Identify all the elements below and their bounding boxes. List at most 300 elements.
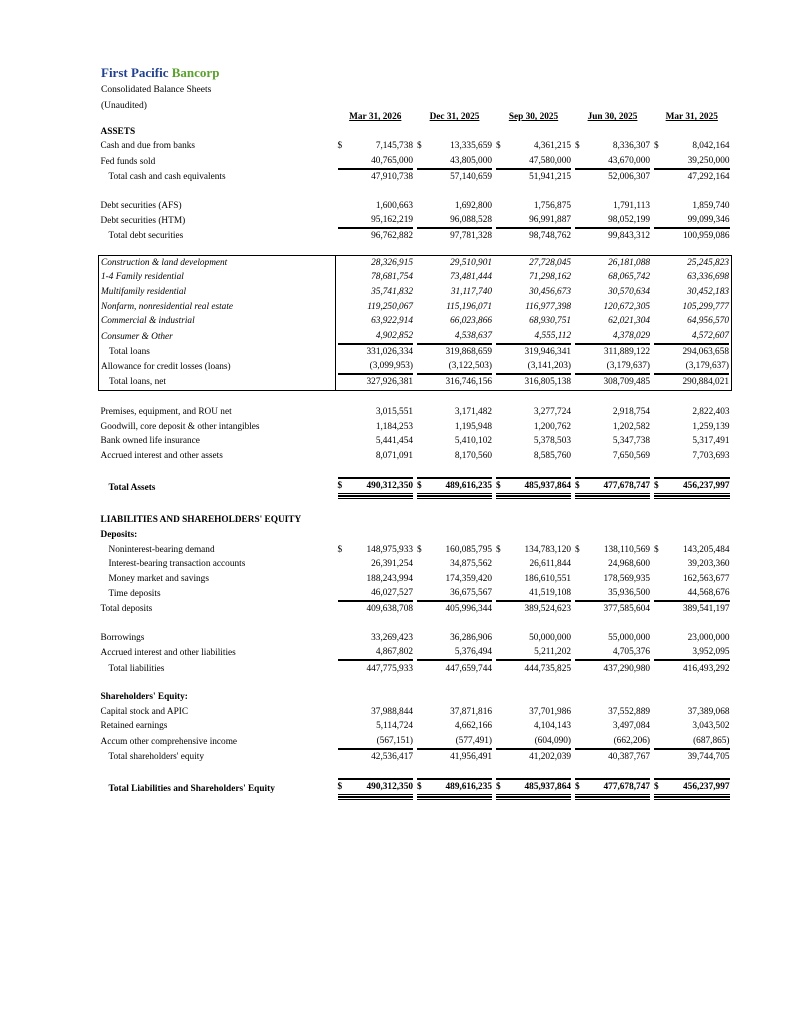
cell-number: 39,203,360 [687,559,730,570]
cell-value [415,419,494,434]
table-row [99,285,732,300]
cell-wrap [496,359,571,375]
cell-value [415,704,494,719]
cell-value [336,477,416,499]
cell-number: 13,335,659 [450,141,492,152]
cell-value [494,734,573,750]
cell-value [415,154,494,170]
row-label: Allowance for credit losses (loans) [99,359,336,375]
cell-wrap [417,329,492,345]
cell-value [494,434,573,449]
cell-value [652,213,732,229]
cell-number: 26,181,088 [608,257,650,268]
cell-value [415,299,494,314]
currency-symbol: $ [654,544,659,555]
cell-value [652,139,732,154]
cell-number: 46,027,527 [338,586,414,601]
cell-number: (604,090) [496,734,571,749]
currency-symbol: $ [654,779,659,797]
cell-value [494,255,573,270]
cell-wrap [338,778,414,800]
cell-number: 8,170,560 [454,450,492,461]
report-header [101,64,219,114]
cell-number: 55,000,000 [608,632,650,643]
cell-wrap [608,287,650,297]
cell-value [336,359,416,375]
cell-wrap [608,272,650,282]
cell-wrap [683,664,729,674]
row-label: Debt securities (AFS) [100,200,182,211]
cell-number: 5,410,102 [454,436,492,447]
cell-number: 311,889,122 [603,346,650,357]
spacer-row [99,244,732,256]
cell-number: 290,884,021 [682,377,729,388]
cell-wrap [613,721,650,731]
cell-number: 485,937,864 [496,779,571,797]
cell-value [336,285,416,300]
table-row [99,477,732,499]
cell-wrap [450,316,492,326]
cell-value [652,170,732,185]
row-label: Money market and savings [108,573,209,584]
cell-value [336,557,416,572]
cell-wrap [371,172,413,182]
cell-value [573,170,652,185]
row-label: Consumer & Other [99,329,336,345]
cell-value [573,602,652,617]
cell-wrap [496,586,571,602]
cell-number: 134,783,120 [524,544,571,555]
company-name [101,64,219,82]
currency-symbol: $ [496,141,501,152]
cell-value [494,661,573,676]
cell-wrap [496,329,571,345]
cell-wrap [525,664,571,674]
cell-wrap [371,287,413,297]
cell-number: 138,110,569 [603,544,650,555]
cell-number: 115,196,071 [446,301,492,312]
cell-value [494,229,573,244]
currency-symbol: $ [338,779,343,797]
cell-wrap [376,201,413,211]
cell-value [494,631,573,646]
cell-number: 47,580,000 [496,154,571,169]
cell-value [652,359,732,375]
cell-number: 377,585,604 [603,604,650,615]
cell-wrap [608,231,650,241]
cell-number: 327,926,381 [366,377,413,388]
cell-number: 35,741,832 [371,287,413,298]
cell-wrap [367,574,413,584]
cell-number: 2,822,403 [692,407,730,418]
cell-value [336,542,416,557]
cell-wrap [683,377,729,387]
cell-number: 5,376,494 [417,645,492,660]
table-row [99,139,732,154]
cell-value [494,345,573,360]
cell-number: 37,552,889 [608,706,650,717]
currency-symbol: $ [575,544,580,555]
row-label: Borrowings [100,632,145,643]
section-heading-row [99,513,732,528]
cell-wrap [338,154,414,170]
row-label: Fed funds sold [100,156,156,167]
cell-number: 41,519,108 [496,586,571,601]
cell-number: 35,936,500 [575,586,650,601]
cell-wrap [371,559,413,569]
cell-value [494,213,573,229]
cell-wrap [496,477,571,499]
cell-number: (3,179,637) [575,359,650,374]
cell-number: 119,250,067 [367,301,413,312]
cell-value [573,571,652,586]
cell-number: 43,670,000 [575,154,650,169]
row-label: Capital stock and APIC [100,706,189,717]
cell-wrap [367,347,413,357]
cell-number: 43,805,000 [417,154,492,169]
spacer [99,764,732,778]
cell-wrap [654,359,729,375]
cell-value [336,631,416,646]
cell-value [336,255,416,270]
cell-number: 30,452,183 [687,287,729,298]
table-row [99,719,732,734]
cell-number: 3,015,551 [375,407,413,418]
cell-wrap [534,201,571,211]
cell-value [573,139,652,154]
cell-number: (687,865) [654,734,730,749]
cell-wrap [455,407,492,417]
row-label: Accrued interest and other liabilities [100,648,236,659]
cell-value [652,557,732,572]
header-blank [99,110,336,125]
cell-value [494,285,573,300]
cell-value [415,571,494,586]
cell-number: 5,211,202 [496,645,571,660]
cell-number: 1,200,762 [533,421,571,432]
cell-wrap [455,436,492,446]
cell-wrap [687,272,729,282]
cell-number: 34,875,562 [450,559,492,570]
cell-wrap [417,734,492,750]
spacer [99,463,732,477]
cell-value [652,285,732,300]
cell-number: 416,493,292 [683,663,730,674]
cell-value [573,198,652,213]
cell-wrap [575,544,650,555]
cell-number: 27,728,045 [529,257,571,268]
cell-number: 41,202,039 [529,751,571,762]
cell-number: 42,536,417 [371,751,413,762]
column-header: Mar 31, 2025 [665,112,718,123]
cell-wrap [417,213,492,229]
cell-wrap [687,316,729,326]
cell-value [494,299,573,314]
spacer [99,676,732,690]
cell-value [494,154,573,170]
spacer [99,244,732,256]
spacer-row [99,184,732,198]
cell-number: 57,140,659 [450,172,492,183]
cell-value [336,299,416,314]
cell-value [652,329,732,345]
cell-number: 26,391,254 [371,559,413,570]
cell-wrap [446,377,492,387]
cell-value [336,645,416,661]
table-row [99,434,732,449]
cell-number: 4,104,143 [533,721,571,732]
cell-wrap [529,287,571,297]
cell-wrap [604,574,650,584]
cell-number: 100,959,086 [683,231,730,242]
cell-number: 33,269,423 [371,632,413,643]
table-row [99,631,732,646]
section-heading-row [99,528,732,543]
cell-number: 316,746,156 [445,377,492,388]
cell-wrap [613,436,650,446]
cell-value [573,375,652,390]
cell-value [652,631,732,646]
cell-value [494,557,573,572]
cell-value [494,198,573,213]
cell-value [573,405,652,420]
cell-number: 477,678,747 [575,478,650,496]
cell-number: 105,299,777 [682,301,729,312]
cell-number: 447,659,744 [445,663,492,674]
cell-number: 68,065,742 [608,272,650,283]
cell-number: 66,023,866 [450,316,492,327]
cell-wrap [338,645,414,661]
cell-number: 389,524,623 [524,604,571,615]
row-label: Premises, equipment, and ROU net [100,407,232,418]
cell-number: (567,151) [338,734,414,749]
cell-number: 31,117,740 [450,287,492,298]
cell-wrap [417,544,492,555]
cell-number: 4,538,637 [417,329,492,344]
cell-number: 78,681,754 [371,272,413,283]
cell-wrap [575,213,650,229]
cell-value [415,557,494,572]
currency-symbol: $ [417,141,422,152]
cell-value [652,449,732,464]
cell-value [573,285,652,300]
cell-wrap [683,574,729,584]
table-row [99,557,732,572]
cell-value [494,359,573,375]
section-heading-row [99,690,732,705]
cell-number: 1,791,113 [613,200,650,211]
cell-value [652,586,732,602]
cell-number: (3,141,203) [496,359,571,374]
cell-value [415,405,494,420]
cell-wrap [376,451,413,461]
cell-value [652,405,732,420]
cell-number: 99,099,346 [654,213,730,228]
cell-number: 24,968,600 [608,559,650,570]
cell-value [336,419,416,434]
row-label: Goodwill, core deposit & other intangibles [100,421,260,432]
currency-symbol: $ [337,141,343,152]
table-row [99,645,732,661]
cell-number: 37,389,068 [687,706,730,717]
cell-value [336,750,416,765]
cell-number: 5,114,724 [376,721,413,732]
cell-wrap [525,574,571,584]
cell-number: 456,237,997 [654,779,730,797]
cell-number: 319,868,659 [445,346,492,357]
cell-wrap [534,721,571,731]
cell-value [336,661,416,676]
cell-value [415,213,494,229]
column-header: Jun 30, 2025 [587,112,638,123]
cell-value [494,542,573,557]
cell-value [336,586,416,602]
cell-wrap [338,359,413,375]
cell-wrap [688,752,730,762]
column-header-row [99,110,732,125]
table-row [99,329,732,345]
report-subtitle: Consolidated Balance Sheets [101,85,212,95]
cell-value [415,329,494,345]
cell-number: 1,600,663 [375,200,413,211]
cell-wrap [338,586,414,602]
cell-value [494,270,573,285]
cell-wrap [692,407,729,417]
cell-wrap [654,154,730,170]
cell-number: 7,145,738 [375,141,413,152]
spacer-row [99,499,732,513]
cell-wrap [371,272,413,282]
cell-value [336,270,416,285]
cell-number: 7,650,569 [612,450,650,461]
spacer-row [99,617,732,631]
cell-wrap [417,645,492,661]
cell-value [336,602,416,617]
cell-wrap [376,436,413,446]
spacer [99,184,732,198]
cell-number: 39,250,000 [654,154,730,169]
cell-value [336,704,416,719]
cell-number: 456,237,997 [654,478,730,496]
cell-number: 39,744,705 [687,751,730,762]
cell-value [573,229,652,244]
cell-wrap [337,141,413,152]
cell-number: 116,977,398 [525,301,571,312]
cell-wrap [446,574,492,584]
cell-number: 4,662,166 [454,721,492,732]
cell-wrap [575,359,650,375]
cell-number: 4,867,802 [338,645,414,660]
company-name-part2: Bancorp [171,65,220,80]
cell-wrap [683,347,729,357]
cell-wrap [687,287,729,297]
cell-wrap [534,407,571,417]
cell-wrap [417,141,492,152]
row-label: Noninterest-bearing demand [108,544,215,555]
cell-value [415,477,494,499]
cell-number: 1,195,948 [454,421,492,432]
cell-number: 316,805,138 [524,377,571,388]
cell-wrap [338,329,413,345]
cell-number: 29,510,901 [450,257,492,268]
cell-value [573,645,652,661]
row-label: Total deposits [100,604,153,615]
cell-value [415,170,494,185]
cell-value [652,314,732,329]
table-row [99,750,732,765]
cell-value [573,345,652,360]
row-label: Total loans [99,345,336,360]
cell-number: 4,572,607 [654,329,729,344]
row-label: Accrued interest and other assets [100,450,223,461]
cell-value [652,661,732,676]
cell-wrap [376,422,413,432]
cell-number: 37,988,844 [371,706,413,717]
cell-wrap [654,141,730,152]
cell-value [652,229,732,244]
cell-wrap [496,645,571,661]
cell-wrap [575,586,650,602]
cell-number: 294,063,658 [682,346,729,357]
cell-number: 30,456,673 [529,287,571,298]
cell-value [652,778,732,800]
column-header: Dec 31, 2025 [429,112,480,123]
cell-wrap [525,347,571,357]
cell-number: 96,991,887 [496,213,571,228]
cell-value [494,375,573,390]
cell-wrap [692,721,729,731]
cell-value [652,734,732,750]
cell-value [573,477,652,499]
cell-wrap [529,752,571,762]
cell-wrap [450,633,492,643]
cell-number: 5,317,491 [692,436,730,447]
cell-value [336,170,416,185]
cell-value [415,375,494,390]
cell-value [573,557,652,572]
cell-value [494,419,573,434]
cell-wrap [371,633,413,643]
spacer-row [99,764,732,778]
cell-wrap [654,213,730,229]
cell-wrap [367,377,413,387]
currency-symbol: $ [417,544,422,555]
cell-value [494,704,573,719]
currency-symbol: $ [337,544,343,555]
cell-value [415,434,494,449]
cell-wrap [608,316,650,326]
cell-value [652,477,732,499]
cell-value [573,270,652,285]
cell-number: 490,312,350 [338,478,414,496]
cell-number: 4,555,112 [496,329,571,344]
cell-wrap [654,544,730,555]
cell-number: 405,996,344 [445,604,492,615]
cell-wrap [654,734,730,750]
cell-wrap [496,141,571,152]
cell-wrap [683,231,729,241]
cell-number: 3,043,502 [692,721,730,732]
currency-symbol: $ [575,779,580,797]
cell-wrap [692,201,729,211]
cell-wrap [450,231,492,241]
cell-wrap [608,707,650,717]
cell-wrap [529,707,571,717]
cell-number: 447,775,933 [366,663,413,674]
cell-wrap [446,347,492,357]
cell-wrap [575,154,650,170]
cell-wrap [575,329,650,345]
